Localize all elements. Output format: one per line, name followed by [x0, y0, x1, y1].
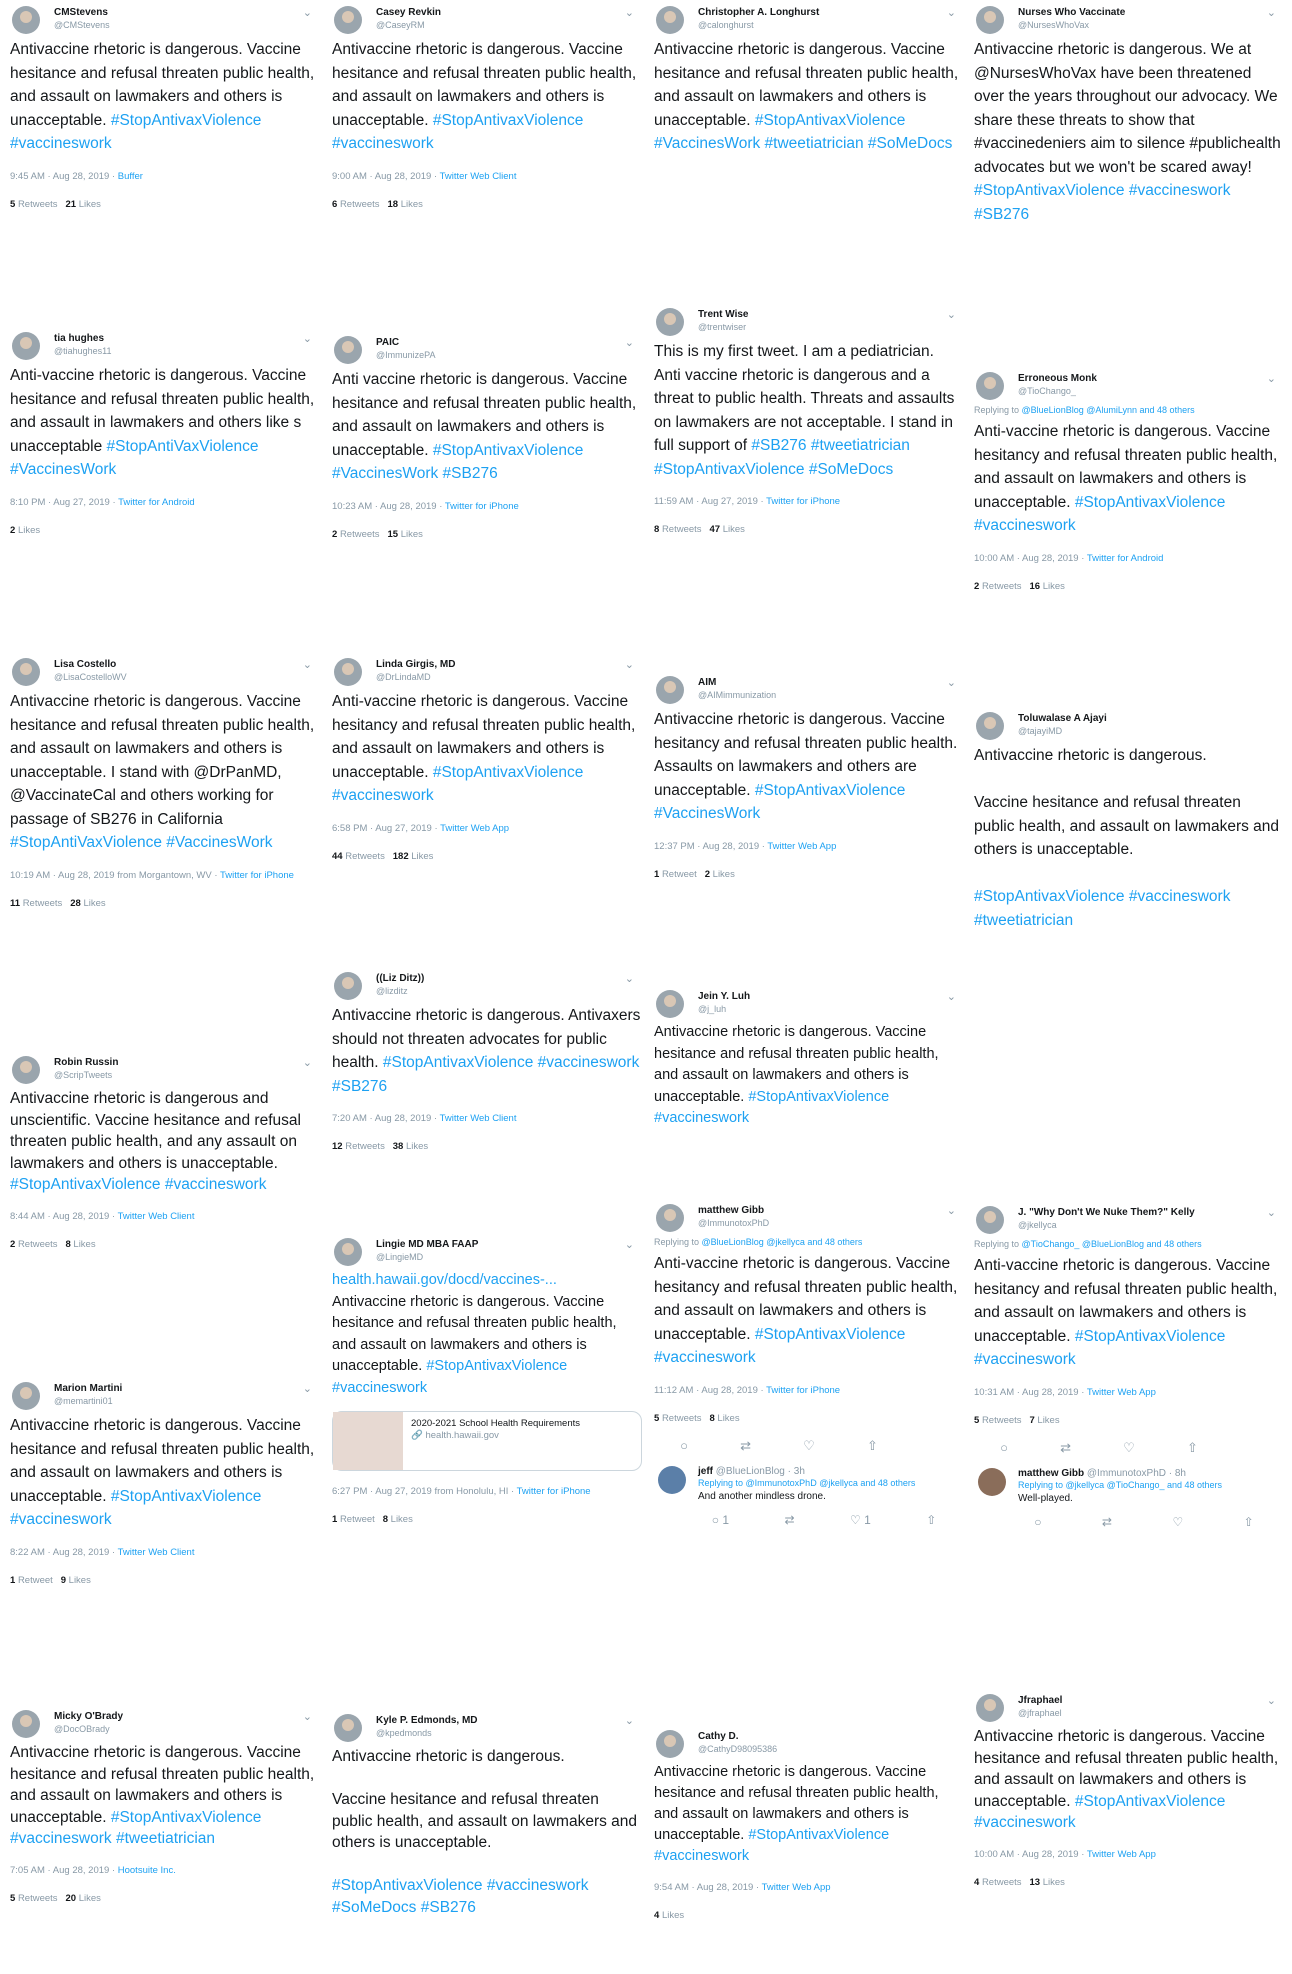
link-preview-card[interactable]	[332, 1411, 642, 1471]
display-name[interactable]: J. "Why Don't We Nuke Them?" Kelly	[1018, 1207, 1195, 1218]
tweet-stats: 1 Retweet 9 Likes	[10, 1574, 91, 1586]
avatar[interactable]	[976, 1206, 1004, 1234]
hashtags[interactable]: #StopAntivaxViolence #VaccinesWork	[654, 781, 910, 822]
display-name[interactable]: Lisa Costello	[54, 659, 117, 670]
tweet-card[interactable]	[332, 970, 645, 1152]
avatar[interactable]	[334, 336, 362, 364]
tweet-card[interactable]	[654, 4, 964, 156]
tweet-card[interactable]	[654, 674, 964, 880]
link-title: 2020-2021 School Health Requirements	[411, 1418, 580, 1429]
user-handle[interactable]: @ScripTweets	[54, 1070, 113, 1080]
tweet-card[interactable]	[10, 1708, 320, 1904]
tweet-text: Anti-vaccine rhetoric is dangerous. Vaccine hesitancy and refusal threaten public health, and assault on lawmakers and others is unacceptable. #StopAntivaxViolence #vaccineswork	[974, 1257, 1282, 1368]
tweet-timestamp: 11:12 AM · Aug 28, 2019 · Twitter for iPhone	[654, 1384, 841, 1396]
tweet-card[interactable]	[974, 1204, 1284, 1529]
avatar[interactable]	[656, 308, 684, 336]
display-name[interactable]: Christopher A. Longhurst	[698, 7, 820, 18]
hashtags[interactable]: #StopAntivaxViolence #vaccineswork #SB276	[974, 182, 1235, 223]
chevron-down-icon[interactable]: ⌄	[624, 659, 634, 671]
tweet-card[interactable]	[974, 1692, 1284, 1888]
hashtags[interactable]: #StopAntivaxViolence #vaccineswork	[10, 1487, 266, 1528]
hashtags[interactable]: #StopAntivaxViolence #vaccineswork	[332, 763, 588, 804]
chevron-down-icon[interactable]: ⌄	[1266, 1695, 1276, 1707]
avatar[interactable]	[976, 712, 1004, 740]
tweet-card[interactable]	[332, 1712, 642, 1918]
display-name[interactable]: tia hughes	[54, 333, 105, 344]
hashtags[interactable]: #StopAntivaxViolence #vaccineswork #SoMeDocs #SB276	[332, 1877, 593, 1916]
reply-tweet[interactable]	[974, 1468, 1284, 1529]
tweet-timestamp: 9:45 AM · Aug 28, 2019 · Buffer	[10, 170, 143, 182]
avatar[interactable]	[658, 1466, 686, 1494]
tweet-stats: 2 Likes	[10, 524, 41, 536]
tweet-text: Antivaccine rhetoric is dangerous. Vaccine hesitancy and refusal threaten public health. Assaults on lawmakers and others are unacceptable. #StopAntivaxViolence #VaccinesWork	[654, 711, 961, 822]
chevron-down-icon[interactable]: ⌄	[1266, 7, 1276, 19]
user-handle[interactable]: @jkellyca	[1018, 1220, 1057, 1230]
display-name[interactable]: Trent Wise	[698, 309, 749, 320]
tweet-stats: 6 Retweets 18 Likes	[332, 198, 423, 210]
tweet-stats: 5 Retweets 21 Likes	[10, 198, 101, 210]
column-3	[654, 0, 972, 1974]
tweet-card[interactable]	[332, 4, 642, 210]
tweet-stats: 1 Retweet 8 Likes	[332, 1514, 413, 1525]
user-handle[interactable]: @ImmunotoxPhD	[698, 1218, 770, 1228]
tweet-card[interactable]	[654, 1202, 964, 1527]
tweet-text: Antivaccine rhetoric is dangerous. We at @NursesWhoVax have been threatened over the years throughout our advocacy. We share these threats to show that #vaccinedeniers aim to silence #publichealth advocates but we won't be scared away! #StopAntivaxViolence #vaccineswork #SB276	[974, 41, 1286, 223]
link-domain: 🔗 health.hawaii.gov	[411, 1430, 499, 1441]
tweet-timestamp: 10:23 AM · Aug 28, 2019 · Twitter for iPhone	[332, 500, 519, 512]
display-name[interactable]: Toluwalase A Ajayi	[1018, 713, 1107, 724]
reply-icon[interactable]: ○	[1000, 1439, 1008, 1455]
hashtags[interactable]: #StopAntivaxViolence #vaccineswork	[332, 1358, 572, 1396]
chevron-down-icon[interactable]: ⌄	[946, 7, 956, 19]
user-handle[interactable]: @TioChango_	[1018, 386, 1076, 396]
chevron-down-icon[interactable]: ⌄	[302, 1711, 312, 1723]
replying-to: Replying to @BlueLionBlog @AlumiLynn and 48 others	[974, 405, 1195, 415]
replying-to[interactable]: Replying to @ImmunotoxPhD @jkellyca and 48 others	[698, 1477, 916, 1488]
tweet-timestamp: 9:54 AM · Aug 28, 2019 · Twitter Web App	[654, 1882, 831, 1893]
tweet-text: Antivaccine rhetoric is dangerous. Vaccine hesitance and refusal threaten public health, and assault on lawmakers and others is unacceptable. #StopAntivaxViolence #vaccineswork	[10, 41, 319, 152]
tweet-stats: 2 Retweets 16 Likes	[974, 580, 1065, 592]
tweet-text: Antivaccine rhetoric is dangerous. Vaccine hesitance and refusal threaten public health, and assault on lawmakers and others is unacceptable. #StopAntivaxViolence #vaccineswork #tweetiatrician	[974, 747, 1280, 929]
reply-author[interactable]: matthew Gibb @ImmunotoxPhD · 8h	[1018, 1467, 1186, 1479]
like-icon[interactable]: ♡ 1	[849, 1512, 871, 1527]
like-icon[interactable]: ♡	[1123, 1439, 1135, 1455]
hashtags[interactable]: #StopAntivaxViolence #vaccineswork #tweetiatrician	[974, 888, 1235, 929]
column-4	[974, 0, 1292, 1974]
chevron-down-icon[interactable]: ⌄	[302, 1383, 312, 1395]
user-handle[interactable]: @DocOBrady	[54, 1724, 110, 1734]
avatar[interactable]	[12, 658, 40, 686]
tweet-card[interactable]	[654, 1728, 964, 1921]
tweet-timestamp: 10:19 AM · Aug 28, 2019 from Morgantown, WV · Twitter for iPhone	[10, 869, 294, 881]
tweet-card[interactable]	[332, 1236, 642, 1525]
tweet-stats: 8 Retweets 47 Likes	[654, 524, 745, 535]
display-name[interactable]: Casey Revkin	[376, 7, 442, 18]
tweet-timestamp: 7:05 AM · Aug 28, 2019 · Hootsuite Inc.	[10, 1864, 176, 1876]
retweet-icon[interactable]: ⇄	[740, 1437, 751, 1453]
tweet-timestamp: 10:31 AM · Aug 28, 2019 · Twitter Web App	[974, 1386, 1156, 1398]
tweet-card[interactable]	[10, 330, 320, 536]
tweet-card[interactable]	[10, 4, 320, 210]
chevron-down-icon[interactable]: ⌄	[1266, 373, 1276, 385]
hashtags[interactable]: #SB276 #tweetiatrician #StopAntivaxViolence #SoMeDocs	[654, 437, 915, 478]
reply-text: Well-played.	[1018, 1492, 1073, 1504]
hashtags[interactable]: #StopAntiVaxViolence #VaccinesWork	[10, 834, 273, 851]
chevron-down-icon[interactable]: ⌄	[946, 677, 956, 689]
tweet-card[interactable]	[10, 656, 320, 909]
tweet-card[interactable]	[10, 1380, 320, 1586]
user-handle[interactable]: @memartini01	[54, 1396, 113, 1406]
share-icon[interactable]: ⇧	[1243, 1514, 1254, 1529]
avatar[interactable]	[656, 1730, 684, 1758]
reply-actions	[654, 1513, 964, 1527]
user-handle[interactable]: @LingieMD	[376, 1252, 424, 1262]
tweet-timestamp: 12:37 PM · Aug 28, 2019 · Twitter Web App	[654, 840, 837, 852]
tweet-stats: 2 Retweets 8 Likes	[10, 1238, 96, 1250]
tweet-text: Antivaccine rhetoric is dangerous. Vaccine hesitance and refusal threaten public health, and assault on lawmakers and others is unacceptable. #StopAntivaxViolence #vaccineswork #SoMeDocs #SB276	[332, 1748, 638, 1916]
avatar[interactable]	[12, 1056, 40, 1084]
avatar[interactable]	[656, 990, 684, 1018]
share-icon[interactable]: ⇧	[1186, 1439, 1198, 1455]
reply-icon[interactable]: ○	[680, 1437, 688, 1453]
display-name[interactable]: Kyle P. Edmonds, MD	[376, 1715, 478, 1726]
like-icon[interactable]: ♡	[1172, 1514, 1184, 1529]
display-name[interactable]: ((Liz Ditz))	[376, 973, 425, 984]
avatar[interactable]	[656, 1204, 684, 1232]
avatar[interactable]	[334, 972, 362, 1000]
tweet-text: Antivaccine rhetoric is dangerous. Vaccine hesitance and refusal threaten public health, and assault on lawmakers and others is unacceptable. #StopAntivaxViolence #VaccinesWork #tweetiatrician #SoMeDocs	[654, 41, 963, 152]
tweet-text: Antivaccine rhetoric is dangerous. Vaccine hesitance and refusal threaten public health, and assault on lawmakers and others is unacceptable. #StopAntivaxViolence #vaccineswork	[654, 1024, 943, 1126]
column-2	[332, 0, 650, 1974]
user-handle[interactable]: @AIMimmunization	[698, 690, 777, 700]
user-handle[interactable]: @lizditz	[376, 986, 408, 996]
display-name[interactable]: Robin Russin	[54, 1057, 119, 1068]
tweet-stats: 4 Likes	[654, 1910, 685, 1921]
tweet-card[interactable]	[974, 370, 1284, 592]
user-handle[interactable]: @CMStevens	[54, 20, 110, 30]
display-name[interactable]: Jein Y. Luh	[698, 991, 751, 1002]
tweet-stats: 5 Retweets 8 Likes	[654, 1412, 740, 1424]
tweet-timestamp: 8:44 AM · Aug 28, 2019 · Twitter Web Client	[10, 1210, 195, 1222]
tweet-stats: 11 Retweets 28 Likes	[10, 897, 106, 909]
tweet-stats: 5 Retweets 7 Likes	[974, 1414, 1060, 1426]
tweet-timestamp: 7:20 AM · Aug 28, 2019 · Twitter Web Client	[332, 1113, 517, 1124]
tweet-card[interactable]	[332, 656, 642, 862]
retweet-icon[interactable]: ⇄	[1101, 1514, 1112, 1529]
avatar[interactable]	[334, 6, 362, 34]
hashtags[interactable]: #StopAntivaxViolence #vaccineswork	[332, 111, 588, 152]
reply-actions	[974, 1515, 1284, 1529]
hashtags[interactable]: #StopAntivaxViolence #vaccineswork #SB276	[332, 1054, 644, 1095]
retweet-icon[interactable]: ⇄	[784, 1512, 795, 1527]
display-name[interactable]: Jfraphael	[1018, 1695, 1063, 1706]
hashtags[interactable]: #StopAntiVaxViolence #VaccinesWork	[10, 437, 263, 478]
chevron-down-icon[interactable]: ⌄	[624, 7, 634, 19]
user-handle[interactable]: @DrLindaMD	[376, 672, 431, 682]
chevron-down-icon[interactable]: ⌄	[302, 659, 312, 671]
user-handle[interactable]: @tiahughes11	[54, 346, 112, 356]
user-handle[interactable]: @ImmunizePA	[376, 350, 436, 360]
chevron-down-icon[interactable]: ⌄	[624, 337, 634, 349]
link-icon: 🔗	[411, 1430, 426, 1441]
reply-text: And another mindless drone.	[698, 1490, 826, 1502]
chevron-down-icon[interactable]: ⌄	[624, 1239, 634, 1251]
hashtags[interactable]: #StopAntivaxViolence #VaccinesWork #SB276	[332, 441, 588, 482]
tweet-text: Antivaccine rhetoric is dangerous. Vaccine hesitance and refusal threaten public health, and assault on lawmakers and others is unacceptable. #StopAntivaxViolence #vaccineswork #tweetiatrician	[10, 1744, 319, 1847]
tweet-text: This is my first tweet. I am a pediatrician. Anti vaccine rhetoric is dangerous and a threat to public health. Threats and assaults on lawmakers are not acceptable. I stand in full support of #SB276 #tweetiatrician #StopAntivaxViolence #SoMeDocs	[654, 343, 959, 478]
tweet-text: Anti-vaccine rhetoric is dangerous. Vaccine hesitancy and refusal threaten public health, and assault on lawmakers and others is unacceptable. #StopAntivaxViolence #vaccineswork	[974, 423, 1282, 534]
tweet-stats: 4 Retweets 13 Likes	[974, 1876, 1065, 1888]
tweet-card[interactable]	[10, 1054, 320, 1250]
avatar[interactable]	[12, 1710, 40, 1738]
display-name[interactable]: matthew Gibb	[698, 1205, 765, 1216]
hashtags[interactable]: #StopAntivaxViolence #vaccineswork	[974, 1327, 1230, 1368]
reply-icon[interactable]: ○	[1034, 1514, 1042, 1529]
tweet-stats: 44 Retweets 182 Likes	[332, 850, 434, 862]
reply-author[interactable]: jeff @BlueLionBlog · 3h	[698, 1465, 805, 1477]
display-name[interactable]: Erroneous Monk	[1018, 373, 1097, 384]
user-handle[interactable]: @tajayiMD	[1018, 726, 1063, 736]
tweet-card[interactable]	[654, 988, 964, 1130]
tweet-actions	[654, 1438, 904, 1454]
avatar[interactable]	[976, 372, 1004, 400]
share-icon[interactable]: ⇧	[866, 1437, 878, 1453]
chevron-down-icon[interactable]: ⌄	[302, 7, 312, 19]
hashtags[interactable]: #StopAntivaxViolence #vaccineswork	[10, 1176, 267, 1193]
chevron-down-icon[interactable]: ⌄	[946, 1205, 956, 1217]
display-name[interactable]: Micky O'Brady	[54, 1711, 124, 1722]
tweet-text: Anti-vaccine rhetoric is dangerous. Vaccine hesitancy and refusal threaten public health, and assault on lawmakers and others is unacceptable. #StopAntivaxViolence #vaccineswork	[654, 1255, 962, 1366]
hashtags[interactable]: #StopAntivaxViolence #vaccineswork #tweetiatrician	[10, 1808, 266, 1847]
avatar[interactable]	[12, 332, 40, 360]
avatar[interactable]	[334, 1714, 362, 1742]
avatar[interactable]	[656, 6, 684, 34]
tweet-stats: 2 Retweets 15 Likes	[332, 528, 423, 540]
tweet-text: Antivaccine rhetoric is dangerous. Antivaxers should not threaten advocates for public health. #StopAntivaxViolence #vaccineswork #SB276	[332, 1007, 645, 1095]
tweet-text: health.hawaii.gov/docd/vaccines-... Antivaccine rhetoric is dangerous. Vaccine hesitance and refusal threaten public health, and assault on lawmakers and others is unacceptable. #StopAntivaxViolence #vaccineswork	[332, 1272, 621, 1396]
chevron-down-icon[interactable]: ⌄	[302, 1057, 312, 1069]
user-handle[interactable]: @CathyD98095386	[698, 1744, 778, 1754]
chevron-down-icon[interactable]: ⌄	[302, 333, 312, 345]
link-thumbnail	[333, 1412, 403, 1470]
hashtags[interactable]: #StopAntivaxViolence #vaccineswork	[654, 1827, 894, 1864]
chevron-down-icon[interactable]: ⌄	[624, 973, 634, 985]
tweet-card[interactable]	[974, 4, 1284, 226]
tweet-link[interactable]: health.hawaii.gov/docd/vaccines-...	[332, 1272, 557, 1288]
replying-to: Replying to @BlueLionBlog @jkellyca and 48 others	[654, 1237, 863, 1247]
user-handle[interactable]: @LisaCostelloWV	[54, 672, 127, 682]
tweet-card[interactable]	[654, 306, 964, 535]
display-name[interactable]: Marion Martini	[54, 1383, 123, 1394]
tweet-timestamp: 6:58 PM · Aug 27, 2019 · Twitter Web App	[332, 822, 510, 834]
column-1	[10, 0, 328, 1974]
tweet-text: Anti vaccine rhetoric is dangerous. Vaccine hesitance and refusal threaten public health, and assault on lawmakers and others is unacceptable. #StopAntivaxViolence #VaccinesWork #SB276	[332, 371, 641, 482]
display-name[interactable]: PAIC	[376, 337, 400, 348]
tweet-timestamp: 8:22 AM · Aug 28, 2019 · Twitter Web Client	[10, 1546, 195, 1558]
tweet-actions	[974, 1440, 1224, 1456]
tweet-timestamp: 10:00 AM · Aug 28, 2019 · Twitter for Android	[974, 552, 1164, 564]
user-handle[interactable]: @trentwiser	[698, 322, 747, 332]
hashtags[interactable]: #StopAntivaxViolence #vaccineswork	[654, 1325, 910, 1366]
avatar[interactable]	[976, 6, 1004, 34]
hashtags[interactable]: #StopAntivaxViolence #vaccineswork	[974, 1792, 1230, 1831]
tweet-text: Antivaccine rhetoric is dangerous and unscientific. Vaccine hesitance and refusal threaten public health, and any assault on lawmakers and others is unacceptable. #StopAntivaxViolence #vaccineswork	[10, 1090, 306, 1193]
tweet-text: Antivaccine rhetoric is dangerous. Vaccine hesitance and refusal threaten public health, and assault on lawmakers and others is unacceptable. #StopAntivaxViolence #vaccineswork	[974, 1728, 1283, 1831]
avatar[interactable]	[976, 1694, 1004, 1722]
replying-to[interactable]: Replying to @jkellyca @TioChango_ and 48 others	[1018, 1479, 1223, 1490]
hashtags[interactable]: #StopAntivaxViolence #vaccineswork	[10, 111, 266, 152]
avatar[interactable]	[978, 1468, 1006, 1496]
chevron-down-icon[interactable]: ⌄	[946, 309, 956, 321]
avatar[interactable]	[12, 6, 40, 34]
tweet-timestamp: 8:10 PM · Aug 27, 2019 · Twitter for Android	[10, 496, 195, 508]
tweet-text: Antivaccine rhetoric is dangerous. Vaccine hesitance and refusal threaten public health, and assault on lawmakers and others is unacceptable. #StopAntivaxViolence #vaccineswork	[332, 41, 641, 152]
like-icon[interactable]: ♡	[803, 1437, 815, 1453]
tweet-text: Anti-vaccine rhetoric is dangerous. Vaccine hesitance and refusal threaten public health, and assault in lawmakers and others like s unacceptable #StopAntiVaxViolence #VaccinesWork	[10, 367, 319, 478]
display-name[interactable]: AIM	[698, 677, 717, 688]
user-handle[interactable]: @NursesWhoVax	[1018, 20, 1089, 30]
avatar[interactable]	[334, 658, 362, 686]
tweet-timestamp: 11:59 AM · Aug 27, 2019 · Twitter for iPhone	[654, 496, 841, 507]
tweet-stats: 12 Retweets 38 Likes	[332, 1141, 429, 1152]
user-handle[interactable]: @kpedmonds	[376, 1728, 432, 1738]
display-name[interactable]: Nurses Who Vaccinate	[1018, 7, 1126, 18]
chevron-down-icon[interactable]: ⌄	[946, 991, 956, 1003]
user-handle[interactable]: @CaseyRM	[376, 20, 425, 30]
chevron-down-icon[interactable]: ⌄	[624, 1715, 634, 1727]
hashtags[interactable]: #StopAntivaxViolence #vaccineswork	[974, 493, 1230, 534]
tweet-timestamp: 9:00 AM · Aug 28, 2019 · Twitter Web Client	[332, 170, 517, 182]
user-handle[interactable]: @j_luh	[698, 1004, 727, 1014]
display-name[interactable]: Lingie MD MBA FAAP	[376, 1239, 479, 1250]
reply-icon[interactable]: ○ 1	[711, 1512, 729, 1527]
display-name[interactable]: Linda Girgis, MD	[376, 659, 456, 670]
hashtags[interactable]: #StopAntivaxViolence #VaccinesWork #tweetiatrician #SoMeDocs	[654, 111, 953, 152]
tweet-timestamp: 10:00 AM · Aug 28, 2019 · Twitter Web App	[974, 1848, 1156, 1860]
display-name[interactable]: Cathy D.	[698, 1731, 739, 1742]
tweet-text: Anti-vaccine rhetoric is dangerous. Vaccine hesitancy and refusal threaten public health, and assault on lawmakers and others is unacceptable. #StopAntivaxViolence #vaccineswork	[332, 693, 640, 804]
avatar[interactable]	[334, 1238, 362, 1266]
reply-tweet[interactable]	[654, 1466, 964, 1527]
user-handle[interactable]: @jfraphael	[1018, 1708, 1062, 1718]
chevron-down-icon[interactable]: ⌄	[1266, 1207, 1276, 1219]
retweet-icon[interactable]: ⇄	[1060, 1439, 1071, 1455]
avatar[interactable]	[656, 676, 684, 704]
tweet-card[interactable]	[332, 334, 642, 540]
tweet-stats: 1 Retweet 2 Likes	[654, 868, 735, 880]
tweet-text: Antivaccine rhetoric is dangerous. Vaccine hesitance and refusal threaten public health, and assault on lawmakers and others is unacceptable. #StopAntivaxViolence #vaccineswork	[654, 1764, 943, 1864]
user-handle[interactable]: @calonghurst	[698, 20, 754, 30]
avatar[interactable]	[12, 1382, 40, 1410]
tweet-stats: 5 Retweets 20 Likes	[10, 1892, 101, 1904]
share-icon[interactable]: ⇧	[926, 1512, 937, 1527]
tweet-text: Antivaccine rhetoric is dangerous. Vaccine hesitance and refusal threaten public health, and assault on lawmakers and others is unacceptable. #StopAntivaxViolence #vaccineswork	[10, 1417, 319, 1528]
tweet-timestamp: 6:27 PM · Aug 27, 2019 from Honolulu, HI · Twitter for iPhone	[332, 1486, 591, 1497]
display-name[interactable]: CMStevens	[54, 7, 108, 18]
tweet-text: Antivaccine rhetoric is dangerous. Vaccine hesitance and refusal threaten public health, and assault on lawmakers and others is unacceptable. I stand with @DrPanMD, @VaccinateCal and others working for passage of SB276 in California #StopAntiVaxViolence #VaccinesWork	[10, 693, 319, 851]
tweet-card[interactable]	[974, 710, 1284, 932]
hashtags[interactable]: #StopAntivaxViolence #vaccineswork	[654, 1088, 894, 1126]
replying-to: Replying to @TioChango_ @BlueLionBlog and 48 others	[974, 1239, 1202, 1249]
